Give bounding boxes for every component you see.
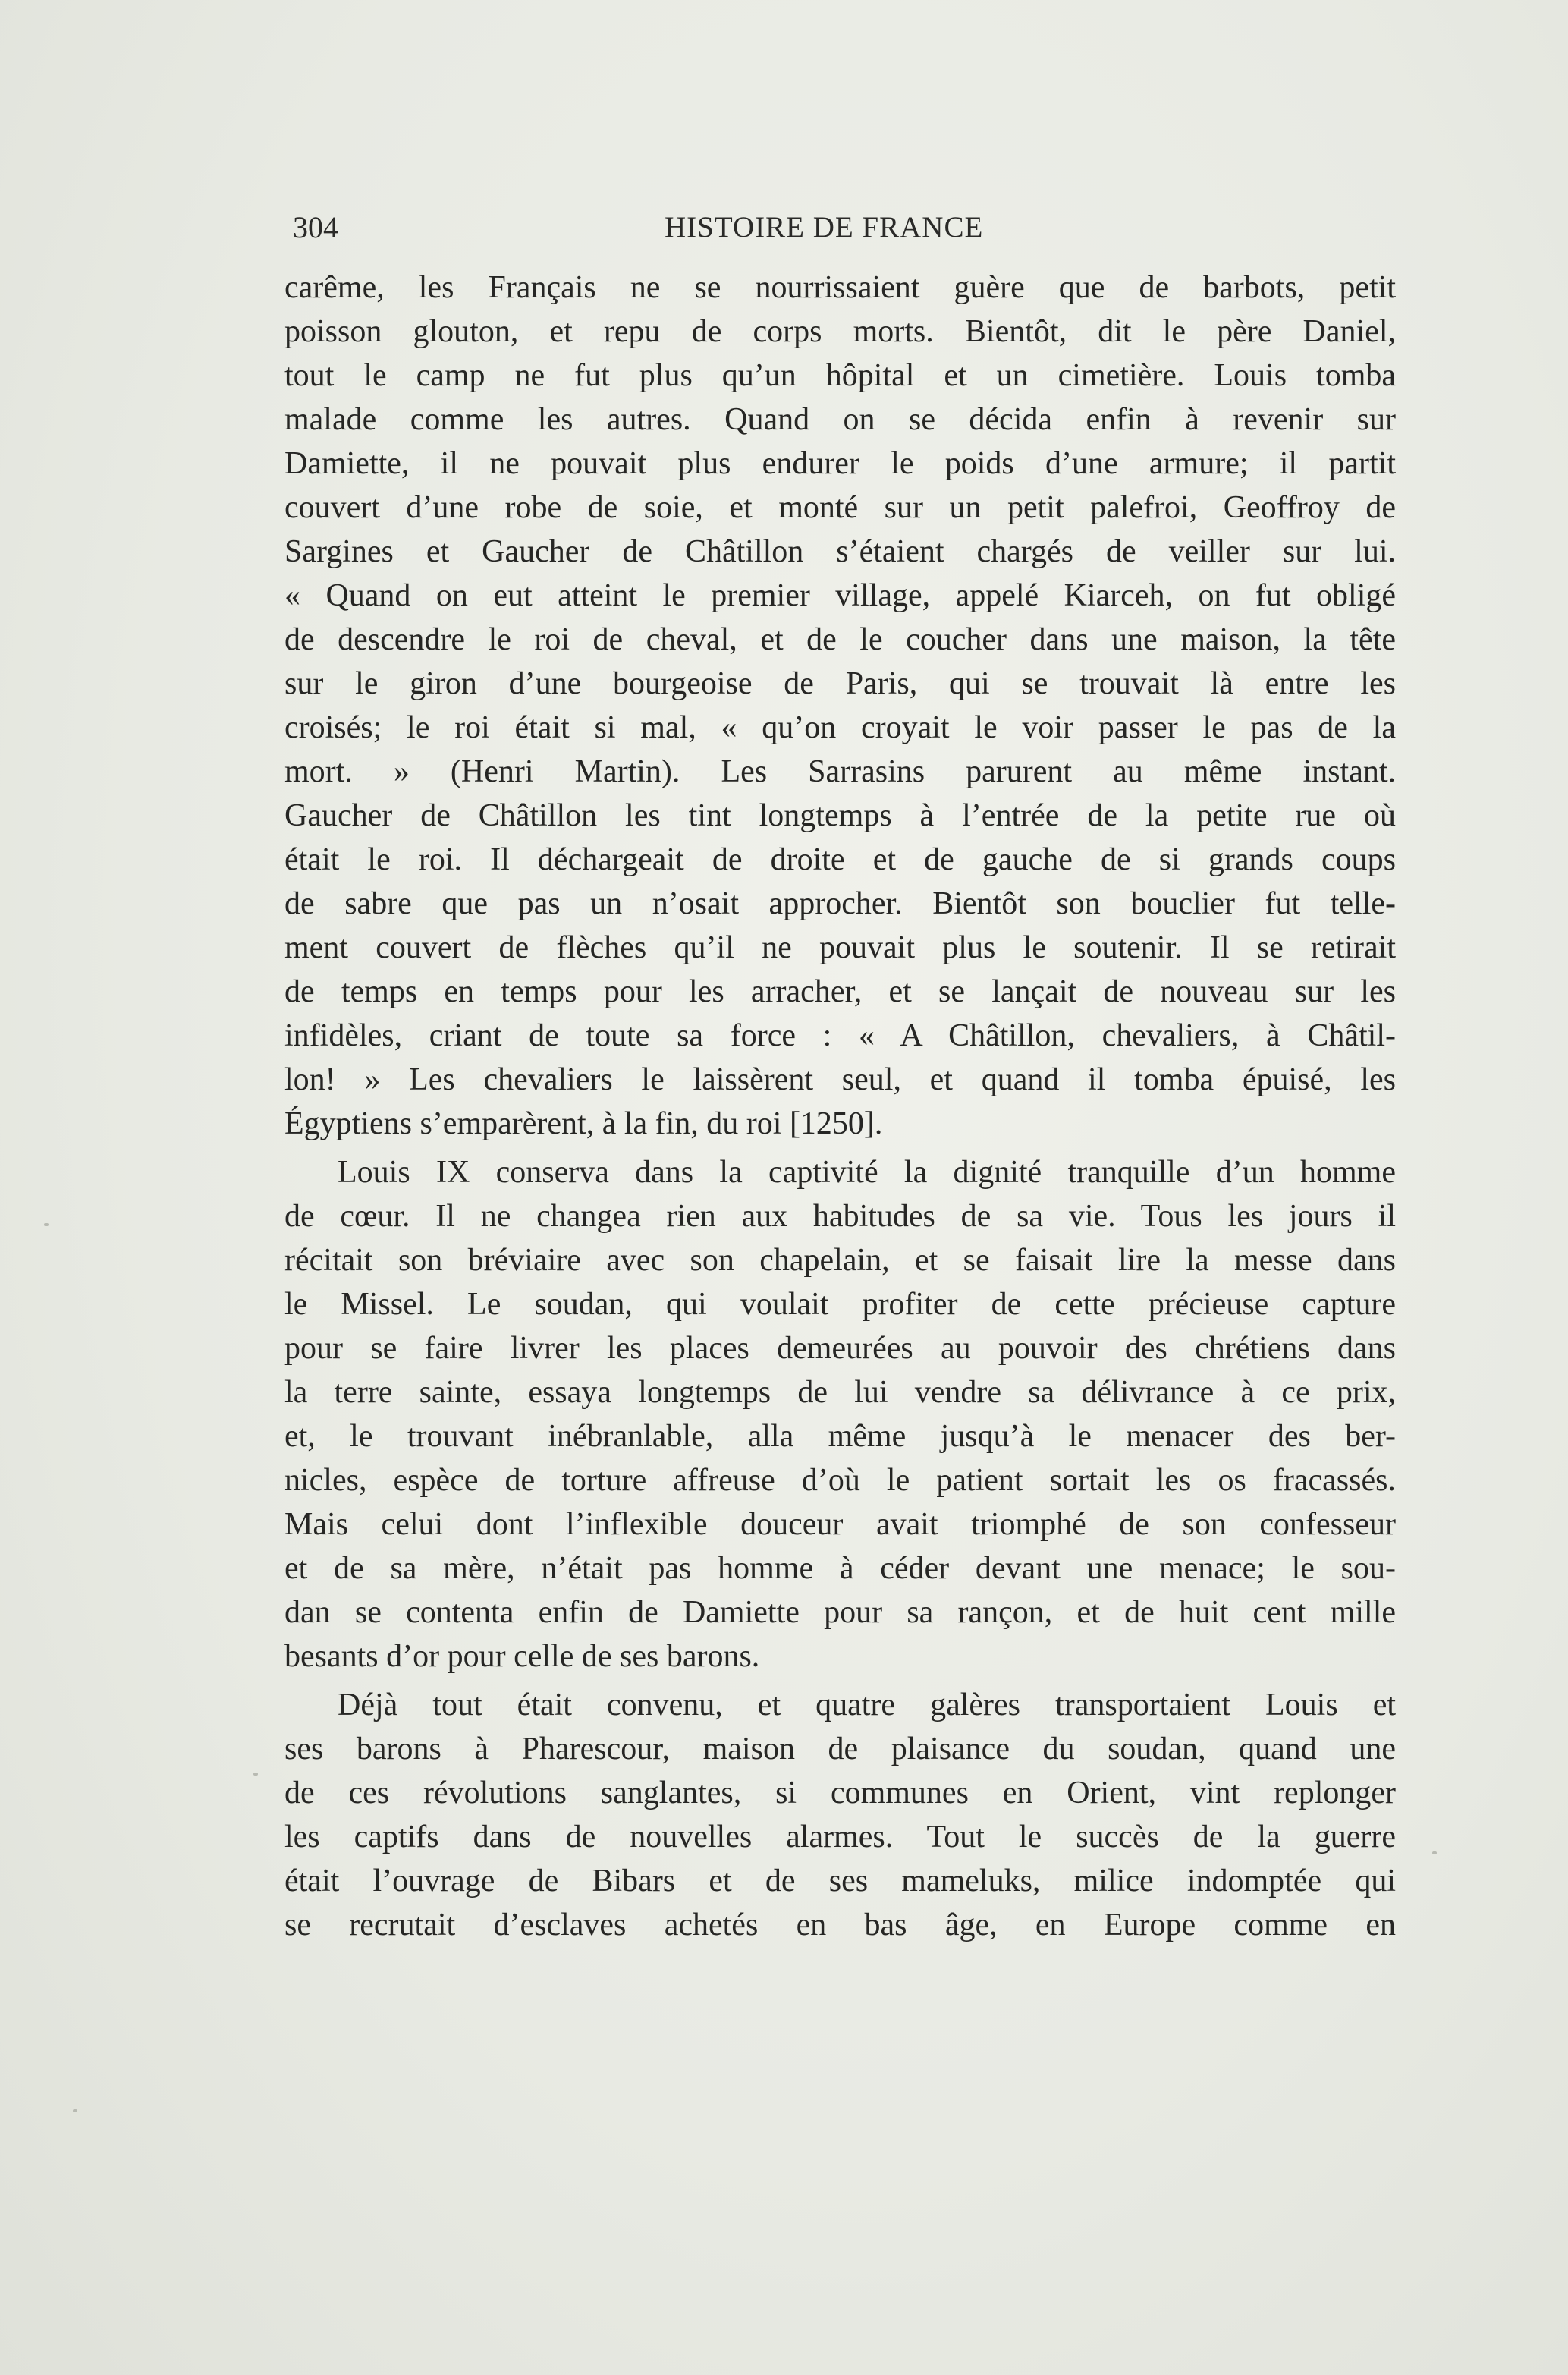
running-title: HISTOIRE DE FRANCE (665, 211, 984, 244)
running-head (293, 205, 1385, 250)
paper-speck (73, 2109, 77, 2112)
text-line: Gaucher de Châtillon les tint longtemps à l’entrée de la petite rue où (284, 798, 1396, 833)
paper-speck (44, 1223, 49, 1226)
paper-speck (253, 1773, 258, 1776)
text-line: ment couvert de flèches qu’il ne pouvait plus le soutenir. Il se retirait (284, 930, 1396, 965)
text-line: se recrutait d’esclaves achetés en bas âge, en Europe comme en (284, 1908, 1396, 1942)
text-line: récitait son bréviaire avec son chapelain, et se faisait lire la messe dans (284, 1243, 1396, 1278)
text-line: et, le trouvant inébranlable, alla même jusqu’à le menacer des ber- (284, 1419, 1396, 1454)
page-number: 304 (293, 210, 338, 244)
text-line: Déjà tout était convenu, et quatre galères transportaient Louis et (338, 1688, 1396, 1722)
text-line: sur le giron d’une bourgeoise de Paris, qui se trouvait là entre les (284, 666, 1396, 701)
text-line: tout le camp ne fut plus qu’un hôpital et un cimetière. Louis tomba (284, 358, 1396, 393)
text-line: de sabre que pas un n’osait approcher. Bientôt son bouclier fut telle- (284, 886, 1396, 921)
text-line: le Missel. Le soudan, qui voulait profiter de cette précieuse capture (284, 1287, 1396, 1322)
text-line: était l’ouvrage de Bibars et de ses mameluks, milice indomptée qui (284, 1864, 1396, 1898)
text-line: pour se faire livrer les places demeurées au pouvoir des chrétiens dans (284, 1331, 1396, 1366)
text-line-indented (284, 1150, 1396, 1194)
text-line: Mais celui dont l’inflexible douceur avait triomphé de son confesseur (284, 1507, 1396, 1542)
text-line: et de sa mère, n’était pas homme à céder devant une menace; le sou- (284, 1551, 1396, 1586)
text-line: de cœur. Il ne changea rien aux habitudes de sa vie. Tous les jours il (284, 1199, 1396, 1234)
text-line: de temps en temps pour les arracher, et se lançait de nouveau sur les (284, 974, 1396, 1009)
text-line: croisés; le roi était si mal, « qu’on croyait le voir passer le pas de la (284, 710, 1396, 745)
text-line-indented (284, 1683, 1396, 1727)
text-line: mort. » (Henri Martin). Les Sarrasins parurent au même instant. (284, 754, 1396, 789)
text-line: la terre sainte, essaya longtemps de lui vendre sa délivrance à ce prix, (284, 1375, 1396, 1410)
text-line: couvert d’une robe de soie, et monté sur un petit palefroi, Geoffroy de (284, 490, 1396, 525)
text-line: de ces révolutions sanglantes, si communes en Orient, vint replonger (284, 1776, 1396, 1810)
text-line: carême, les Français ne se nourrissaient guère que de barbots, petit (284, 270, 1396, 305)
text-line: les captifs dans de nouvelles alarmes. Tout le succès de la guerre (284, 1820, 1396, 1854)
text-line: « Quand on eut atteint le premier village, appelé Kiarceh, on fut obligé (284, 578, 1396, 613)
text-line: Sargines et Gaucher de Châtillon s’étaient chargés de veiller sur lui. (284, 534, 1396, 569)
text-line: dan se contenta enfin de Damiette pour sa rançon, et de huit cent mille (284, 1595, 1396, 1630)
text-line: Louis IX conserva dans la captivité la dignité tranquille d’un homme (338, 1155, 1396, 1190)
paper-speck (1432, 1851, 1437, 1854)
text-line: nicles, espèce de torture affreuse d’où le patient sortait les os fracassés. (284, 1463, 1396, 1498)
text-line: infidèles, criant de toute sa force : « A Châtillon, chevaliers, à Châtil- (284, 1018, 1396, 1053)
text-line: poisson glouton, et repu de corps morts. Bientôt, dit le père Daniel, (284, 314, 1396, 349)
text-line: de descendre le roi de cheval, et de le coucher dans une maison, la tête (284, 622, 1396, 657)
text-line: Damiette, il ne pouvait plus endurer le poids d’une armure; il partit (284, 446, 1396, 481)
text-line: était le roi. Il déchargeait de droite et de gauche de si grands coups (284, 842, 1396, 877)
text-line: besants d’or pour celle de ses barons. (284, 1639, 760, 1674)
text-line: lon! » Les chevaliers le laissèrent seul, et quand il tomba épuisé, les (284, 1062, 1396, 1097)
text-line: malade comme les autres. Quand on se décida enfin à revenir sur (284, 402, 1396, 437)
body-text (284, 266, 1396, 1947)
text-line: Égyptiens s’emparèrent, à la fin, du roi [1250]. (284, 1106, 883, 1141)
text-line: ses barons à Pharescour, maison de plaisance du soudan, quand une (284, 1732, 1396, 1766)
